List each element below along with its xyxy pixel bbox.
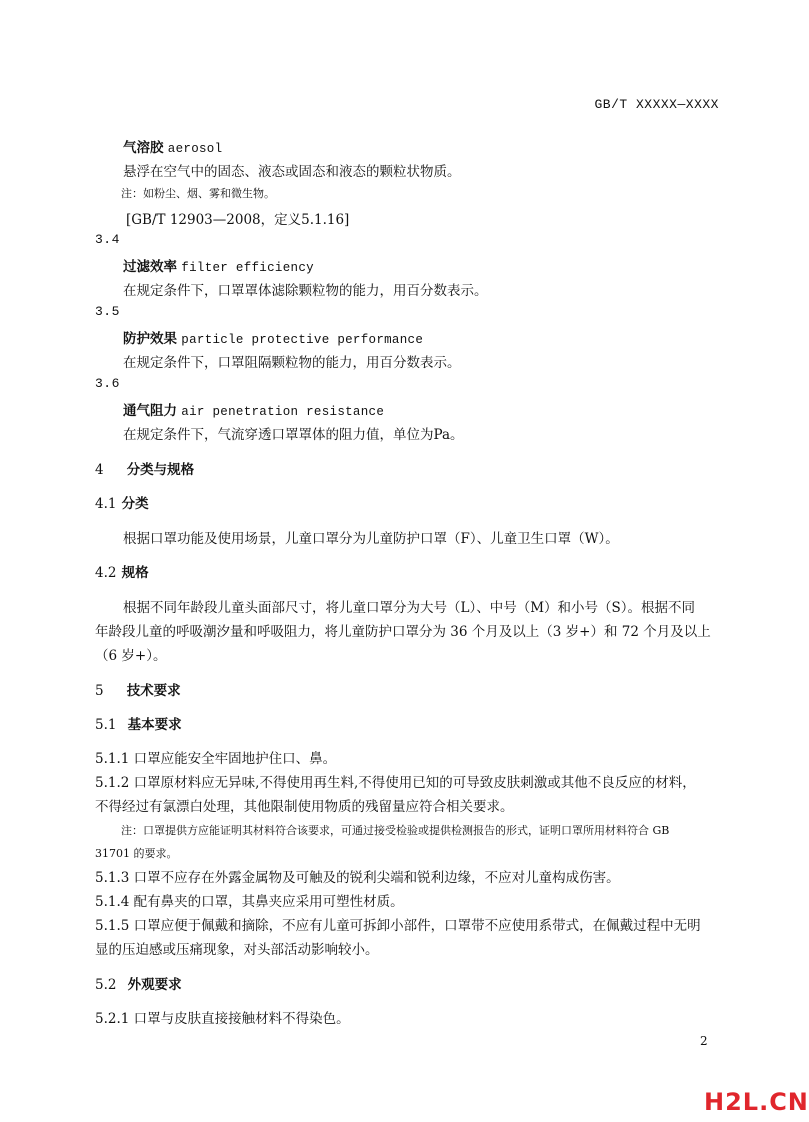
term-definition: 在规定条件下，口罩阻隔颗粒物的能力，用百分数表示。 xyxy=(123,355,461,371)
paragraph-line: 根据不同年龄段儿童头面部尺寸，将儿童口罩分为大号（L）、中号（M）和小号（S）。根据不同 xyxy=(123,600,696,616)
section-number: 4 xyxy=(95,462,104,478)
subsection-heading xyxy=(95,713,182,733)
clause-text-line: 不得经过有氯漂白处理，其他限制使用物质的残留量应符合相关要求。 xyxy=(95,799,514,815)
section-heading xyxy=(95,458,194,478)
subsection-number: 4.1 xyxy=(95,496,117,512)
clause-text-line: 显的压迫感或压痛现象，对头部活动影响较小。 xyxy=(95,942,379,958)
term-definition: 悬浮在空气中的固态、液态或固态和液态的颗粒状物质。 xyxy=(123,164,461,180)
subsection-heading xyxy=(95,492,149,512)
subsection-heading xyxy=(95,973,182,993)
clause-number: 3.5 xyxy=(95,304,120,319)
term-cn: 防护效果 xyxy=(123,331,177,347)
subsection-number: 5.1 xyxy=(95,717,117,733)
subsection-number: 4.2 xyxy=(95,565,117,581)
term-cn: 气溶胶 xyxy=(123,140,164,156)
clause-number: 5.1.4 xyxy=(95,894,130,910)
watermark-logo: H2L.CN xyxy=(704,1088,809,1116)
paragraph-line: 年龄段儿童的呼吸潮汐量和呼吸阻力，将儿童防护口罩分为 36 个月及以上（3 岁+）和 72 个月及以上 xyxy=(95,624,711,640)
clause-number: 5.1.5 xyxy=(95,918,130,934)
term-cn: 过滤效率 xyxy=(123,259,177,275)
term-aerosol xyxy=(123,136,222,156)
clause-text: 口罩应能安全牢固地护住口、鼻。 xyxy=(133,751,337,767)
clause-5-1-4 xyxy=(95,890,404,910)
clause-text: 口罩应便于佩戴和摘除，不应有儿童可拆卸小部件，口罩带不应使用系带式，在佩戴过程中无明 xyxy=(133,918,701,934)
subsection-title: 基本要求 xyxy=(127,717,182,733)
paragraph-line: （6 岁+）。 xyxy=(95,648,167,664)
term-definition: 在规定条件下，气流穿透口罩罩体的阻力值，单位为Pa。 xyxy=(123,427,464,443)
section-title: 分类与规格 xyxy=(126,462,195,478)
section-number: 5 xyxy=(95,683,104,699)
clause-number: 5.1.2 xyxy=(95,775,130,791)
clause-5-1-3 xyxy=(95,866,620,886)
note-line: 31701 的要求。 xyxy=(95,847,178,860)
standard-number: GB/T XXXXX—XXXX xyxy=(594,97,719,112)
term-en: particle protective performance xyxy=(181,333,424,347)
clause-text: 口罩与皮肤直接接触材料不得染色。 xyxy=(133,1011,350,1027)
term-3-4 xyxy=(123,255,314,275)
clause-text: 口罩不应存在外露金属物及可触及的锐利尖端和锐利边缘，不应对儿童构成伤害。 xyxy=(133,870,620,886)
subsection-number: 5.2 xyxy=(95,977,117,993)
section-heading xyxy=(95,679,181,699)
subsection-title: 规格 xyxy=(121,565,149,581)
clause-number: 5.2.1 xyxy=(95,1011,130,1027)
term-source: [GB/T 12903—2008，定义5.1.16] xyxy=(126,212,350,228)
clause-5-1-1 xyxy=(95,747,336,767)
note-line: 注：口罩提供方应能证明其材料符合该要求，可通过接受检验或提供检测报告的形式，证明口罩所用材料符合 GB xyxy=(121,824,670,837)
subsection-heading xyxy=(95,561,149,581)
clause-text: 口罩原材料应无异味,不得使用再生料,不得使用已知的可导致皮肤刺激或其他不良反应的材料， xyxy=(133,775,696,791)
subsection-title: 外观要求 xyxy=(127,977,182,993)
term-en: filter efficiency xyxy=(181,261,314,275)
clause-number: 5.1.1 xyxy=(95,751,130,767)
clause-5-2-1 xyxy=(95,1007,350,1027)
term-note: 注：如粉尘、烟、雾和微生物。 xyxy=(121,187,275,200)
page-number: 2 xyxy=(700,1034,708,1048)
term-cn: 通气阻力 xyxy=(123,403,177,419)
subsection-title: 分类 xyxy=(121,496,149,512)
term-en: air penetration resistance xyxy=(181,405,385,419)
paragraph: 根据口罩功能及使用场景，儿童口罩分为儿童防护口罩（F）、儿童卫生口罩（W）。 xyxy=(123,531,619,547)
clause-number: 3.4 xyxy=(95,232,120,247)
term-en: aerosol xyxy=(167,142,223,156)
clause-text: 配有鼻夹的口罩，其鼻夹应采用可塑性材质。 xyxy=(133,894,404,910)
term-definition: 在规定条件下，口罩罩体滤除颗粒物的能力，用百分数表示。 xyxy=(123,283,488,299)
clause-number: 5.1.3 xyxy=(95,870,130,886)
section-title: 技术要求 xyxy=(126,683,181,699)
clause-5-1-5 xyxy=(95,914,701,934)
clause-number: 3.6 xyxy=(95,376,120,391)
term-3-6 xyxy=(123,399,384,419)
term-3-5 xyxy=(123,327,423,347)
clause-5-1-2 xyxy=(95,771,696,791)
